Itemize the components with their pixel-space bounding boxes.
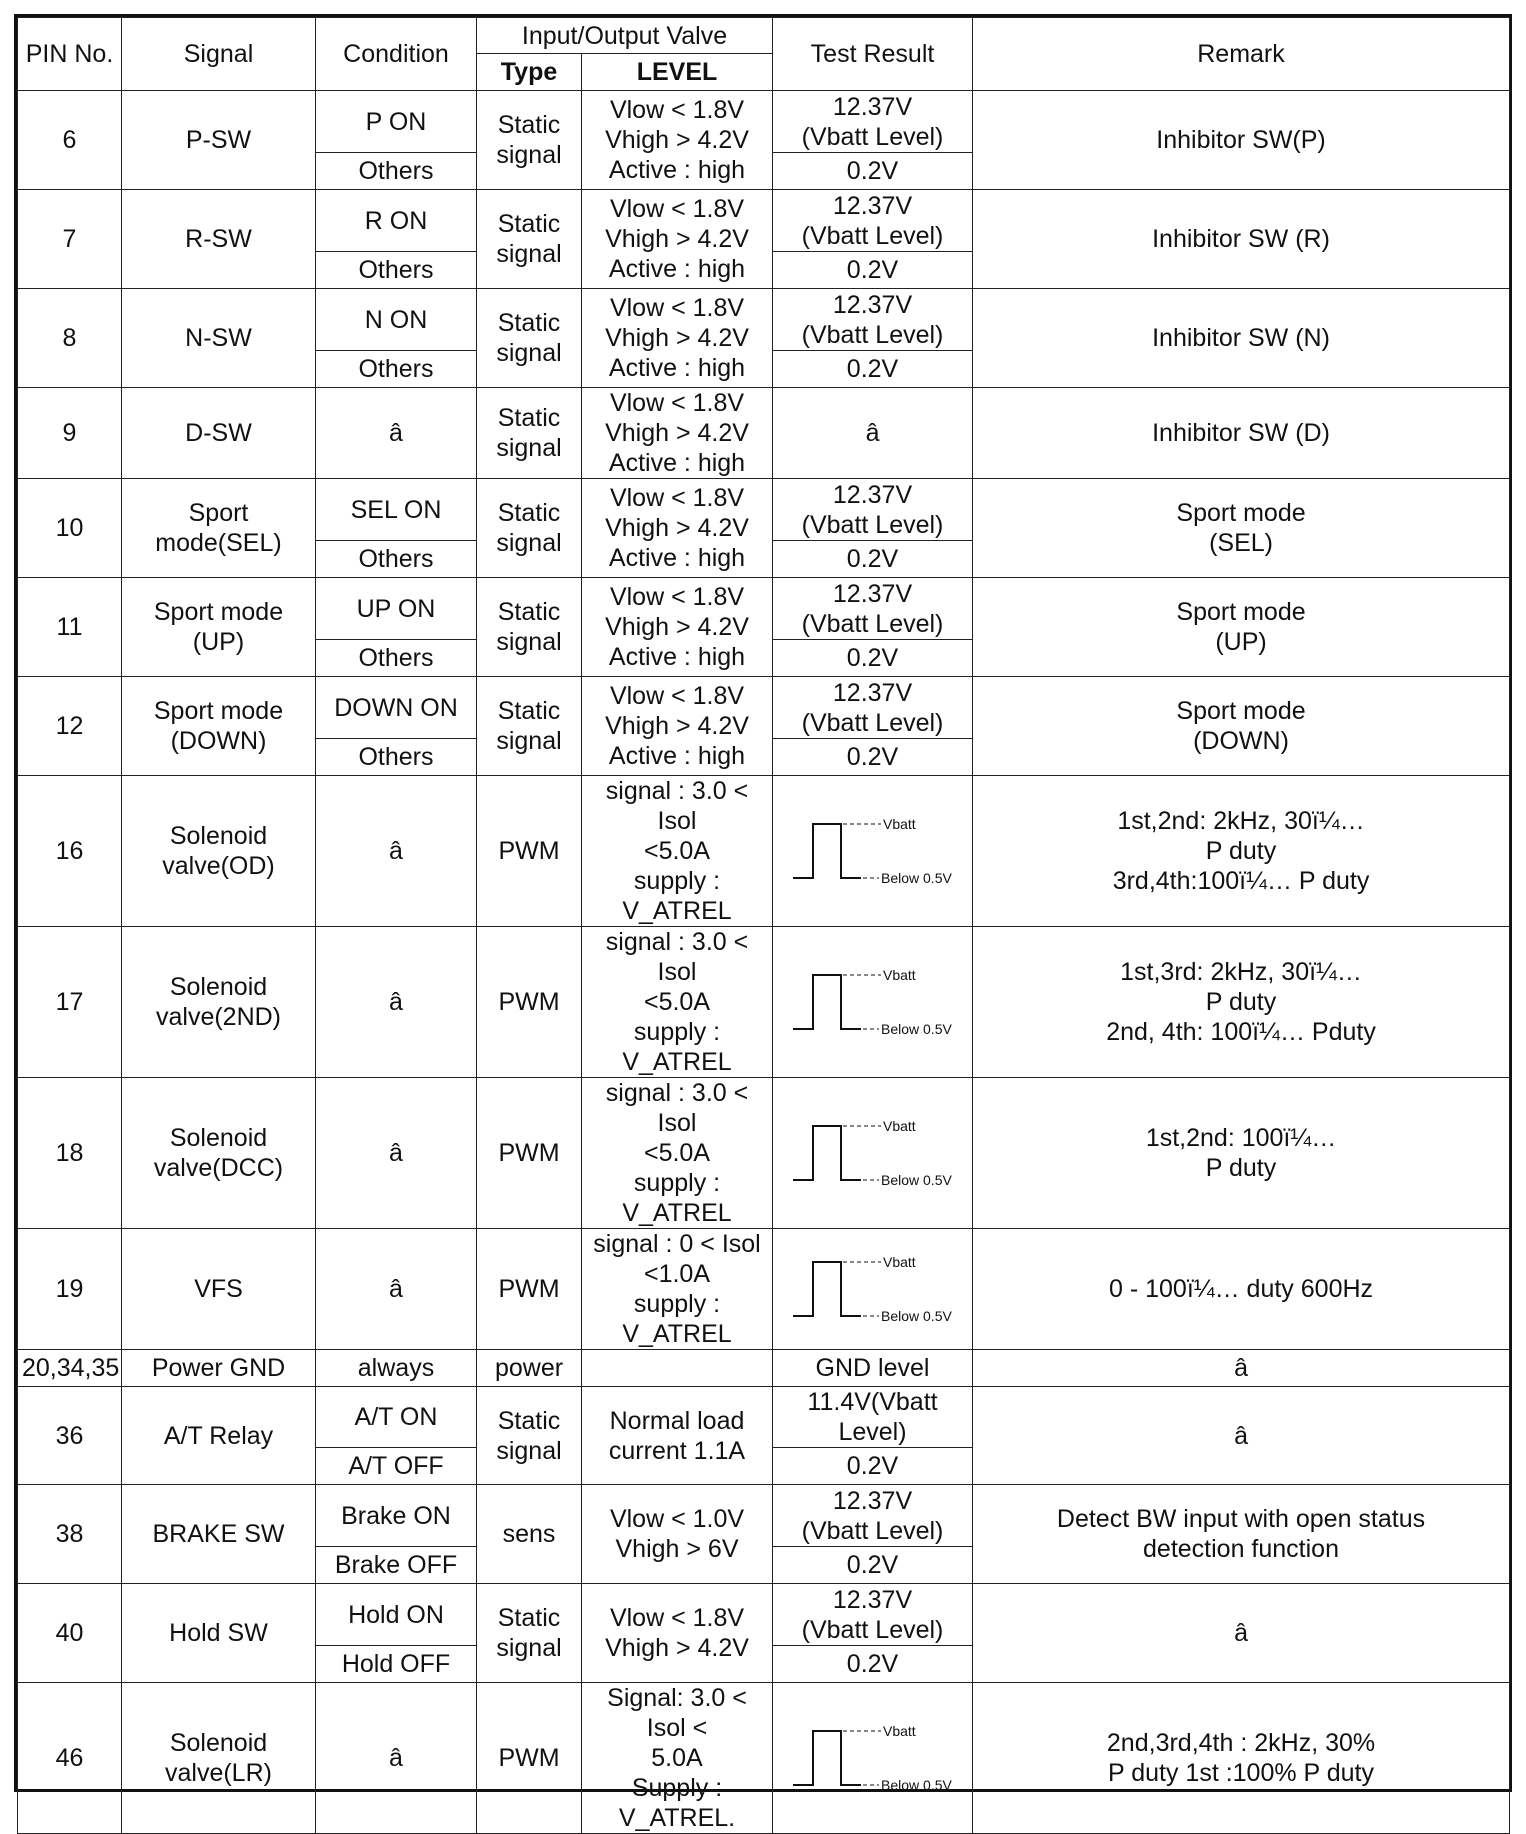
type-cell: Static signal	[477, 578, 582, 677]
signal-cell: A/T Relay	[122, 1387, 316, 1485]
test-result-cell: 0.2V	[773, 1547, 973, 1584]
table-row	[18, 1350, 1510, 1387]
pin-cell: 18	[18, 1078, 122, 1229]
condition-cell: Others	[316, 351, 477, 388]
level-cell: Vlow < 1.8V Vhigh > 4.2V Active : high	[582, 289, 773, 388]
pwm-waveform-icon	[783, 967, 963, 1037]
condition-cell: Others	[316, 153, 477, 190]
waveform-high-label: Vbatt	[882, 967, 916, 983]
condition-cell: UP ON	[316, 578, 477, 640]
pulse-line	[793, 975, 861, 1029]
type-cell: Static signal	[477, 388, 582, 479]
test-result-cell: 12.37V (Vbatt Level)	[773, 479, 973, 541]
pwm-waveform-icon	[783, 816, 963, 886]
remark-cell: Sport mode (UP)	[973, 578, 1510, 677]
condition-cell: Others	[316, 640, 477, 677]
signal-cell: P-SW	[122, 91, 316, 190]
test-result-cell: 0.2V	[773, 640, 973, 677]
waveform-high-label: Vbatt	[882, 1254, 916, 1270]
signal-cell: Sport mode (DOWN)	[122, 677, 316, 776]
level-cell: Signal: 3.0 < Isol < 5.0A Supply : V_ATREL.	[582, 1683, 773, 1834]
condition-cell: â	[316, 776, 477, 927]
type-cell: Static signal	[477, 289, 582, 388]
pin-cell: 20,34,35	[18, 1350, 122, 1387]
header-level: LEVEL	[582, 54, 773, 91]
remark-cell: 2nd,3rd,4th : 2kHz, 30% P duty 1st :100% P duty	[973, 1683, 1510, 1834]
table-row	[18, 1683, 1510, 1834]
remark-cell: 1st,3rd: 2kHz, 30ï¼… P duty 2nd, 4th: 100ï¼… Pduty	[973, 927, 1510, 1078]
signal-cell: N-SW	[122, 289, 316, 388]
pin-cell: 17	[18, 927, 122, 1078]
signal-cell: Solenoid valve(2ND)	[122, 927, 316, 1078]
signal-cell: D-SW	[122, 388, 316, 479]
condition-cell: â	[316, 388, 477, 479]
level-cell: Vlow < 1.8V Vhigh > 4.2V Active : high	[582, 91, 773, 190]
condition-cell: DOWN ON	[316, 677, 477, 739]
pwm-waveform-cell	[773, 1229, 973, 1350]
table-row	[18, 776, 1510, 927]
condition-cell: â	[316, 1078, 477, 1229]
table-row	[18, 1387, 1510, 1448]
pin-cell: 40	[18, 1584, 122, 1683]
pwm-waveform-cell	[773, 927, 973, 1078]
waveform-low-label: Below 0.5V	[880, 1172, 952, 1188]
pwm-waveform-icon	[783, 1723, 963, 1793]
header-signal: Signal	[122, 18, 316, 91]
waveform-low-label: Below 0.5V	[880, 870, 952, 886]
condition-cell: N ON	[316, 289, 477, 351]
level-cell: signal : 3.0 < Isol <5.0A supply : V_ATREL	[582, 776, 773, 927]
condition-cell: always	[316, 1350, 477, 1387]
test-result-cell: GND level	[773, 1350, 973, 1387]
test-result-cell: 0.2V	[773, 351, 973, 388]
remark-cell: Inhibitor SW (D)	[973, 388, 1510, 479]
type-cell: Static signal	[477, 677, 582, 776]
signal-cell: Power GND	[122, 1350, 316, 1387]
table-row	[18, 388, 1510, 479]
test-result-cell: 0.2V	[773, 1448, 973, 1485]
test-result-cell: 12.37V (Vbatt Level)	[773, 1485, 973, 1547]
header-condition: Condition	[316, 18, 477, 91]
table-row	[18, 1485, 1510, 1547]
signal-cell: Sport mode(SEL)	[122, 479, 316, 578]
table-row	[18, 1229, 1510, 1350]
test-result-cell: 12.37V (Vbatt Level)	[773, 578, 973, 640]
test-result-cell: â	[773, 388, 973, 479]
level-cell: Vlow < 1.0V Vhigh > 6V	[582, 1485, 773, 1584]
test-result-cell: 12.37V (Vbatt Level)	[773, 289, 973, 351]
level-cell: Vlow < 1.8V Vhigh > 4.2V Active : high	[582, 677, 773, 776]
test-result-cell: 12.37V (Vbatt Level)	[773, 91, 973, 153]
condition-cell: â	[316, 927, 477, 1078]
pin-cell: 36	[18, 1387, 122, 1485]
remark-cell: â	[973, 1350, 1510, 1387]
condition-cell: â	[316, 1229, 477, 1350]
remark-cell: Sport mode (SEL)	[973, 479, 1510, 578]
condition-cell: A/T OFF	[316, 1448, 477, 1485]
pulse-line	[793, 1262, 861, 1316]
signal-cell: Solenoid valve(OD)	[122, 776, 316, 927]
type-cell: Static signal	[477, 1584, 582, 1683]
type-cell: PWM	[477, 1078, 582, 1229]
type-cell: PWM	[477, 1683, 582, 1834]
condition-cell: Hold OFF	[316, 1646, 477, 1683]
waveform-high-label: Vbatt	[882, 816, 916, 832]
pin-cell: 9	[18, 388, 122, 479]
pin-spec-table	[17, 17, 1510, 1834]
remark-cell: Sport mode (DOWN)	[973, 677, 1510, 776]
remark-cell: â	[973, 1387, 1510, 1485]
level-cell: Vlow < 1.8V Vhigh > 4.2V Active : high	[582, 190, 773, 289]
test-result-cell: 12.37V (Vbatt Level)	[773, 1584, 973, 1646]
condition-cell: Others	[316, 739, 477, 776]
waveform-low-label: Below 0.5V	[880, 1777, 952, 1793]
remark-cell: Inhibitor SW(P)	[973, 91, 1510, 190]
header-remark: Remark	[973, 18, 1510, 91]
type-cell: power	[477, 1350, 582, 1387]
condition-cell: Brake ON	[316, 1485, 477, 1547]
test-result-cell: 0.2V	[773, 1646, 973, 1683]
table-row	[18, 927, 1510, 1078]
table-row	[18, 677, 1510, 739]
condition-cell: â	[316, 1683, 477, 1834]
type-cell: PWM	[477, 927, 582, 1078]
remark-cell: Detect BW input with open status detection function	[973, 1485, 1510, 1584]
type-cell: Static signal	[477, 1387, 582, 1485]
pin-cell: 38	[18, 1485, 122, 1584]
pin-cell: 46	[18, 1683, 122, 1834]
pwm-waveform-cell	[773, 776, 973, 927]
remark-cell: 0 - 100ï¼… duty 600Hz	[973, 1229, 1510, 1350]
pin-cell: 6	[18, 91, 122, 190]
pin-cell: 16	[18, 776, 122, 927]
waveform-low-label: Below 0.5V	[880, 1021, 952, 1037]
test-result-cell: 0.2V	[773, 739, 973, 776]
signal-cell: Solenoid valve(DCC)	[122, 1078, 316, 1229]
condition-cell: Others	[316, 541, 477, 578]
waveform-high-label: Vbatt	[882, 1723, 916, 1739]
header-row	[18, 18, 1510, 54]
table-row	[18, 1078, 1510, 1229]
pin-spec-table-frame	[14, 14, 1512, 1832]
level-cell: Vlow < 1.8V Vhigh > 4.2V	[582, 1584, 773, 1683]
condition-cell: P ON	[316, 91, 477, 153]
table-row	[18, 479, 1510, 541]
pin-cell: 12	[18, 677, 122, 776]
remark-cell: Inhibitor SW (N)	[973, 289, 1510, 388]
remark-cell: 1st,2nd: 100ï¼… P duty	[973, 1078, 1510, 1229]
pwm-waveform-icon	[783, 1254, 963, 1324]
pin-cell: 19	[18, 1229, 122, 1350]
condition-cell: R ON	[316, 190, 477, 252]
condition-cell: Others	[316, 252, 477, 289]
remark-cell: Inhibitor SW (R)	[973, 190, 1510, 289]
pulse-line	[793, 1126, 861, 1180]
pin-cell: 7	[18, 190, 122, 289]
signal-cell: Sport mode (UP)	[122, 578, 316, 677]
pwm-waveform-cell	[773, 1078, 973, 1229]
level-cell: Vlow < 1.8V Vhigh > 4.2V Active : high	[582, 388, 773, 479]
level-cell: signal : 3.0 < Isol <5.0A supply : V_ATREL	[582, 927, 773, 1078]
waveform-low-label: Below 0.5V	[880, 1308, 952, 1324]
pin-cell: 11	[18, 578, 122, 677]
header-test-result: Test Result	[773, 18, 973, 91]
pwm-waveform-cell	[773, 1683, 973, 1834]
pulse-line	[793, 824, 861, 878]
signal-cell: Solenoid valve(LR)	[122, 1683, 316, 1834]
pwm-waveform-icon	[783, 1118, 963, 1188]
header-pin: PIN No.	[18, 18, 122, 91]
pin-cell: 10	[18, 479, 122, 578]
type-cell: Static signal	[477, 479, 582, 578]
type-cell: Static signal	[477, 190, 582, 289]
signal-cell: R-SW	[122, 190, 316, 289]
table-row	[18, 578, 1510, 640]
level-cell: Normal load current 1.1A	[582, 1387, 773, 1485]
type-cell: PWM	[477, 776, 582, 927]
condition-cell: A/T ON	[316, 1387, 477, 1448]
level-cell: Vlow < 1.8V Vhigh > 4.2V Active : high	[582, 578, 773, 677]
condition-cell: Hold ON	[316, 1584, 477, 1646]
test-result-cell: 0.2V	[773, 252, 973, 289]
table-row	[18, 190, 1510, 252]
header-io-valve: Input/Output Valve	[477, 18, 773, 54]
level-cell: Vlow < 1.8V Vhigh > 4.2V Active : high	[582, 479, 773, 578]
type-cell: PWM	[477, 1229, 582, 1350]
remark-cell: 1st,2nd: 2kHz, 30ï¼… P duty 3rd,4th:100ï¼… P duty	[973, 776, 1510, 927]
level-cell: signal : 0 < Isol <1.0A supply : V_ATREL	[582, 1229, 773, 1350]
type-cell: Static signal	[477, 91, 582, 190]
remark-cell: â	[973, 1584, 1510, 1683]
level-cell	[582, 1350, 773, 1387]
test-result-cell: 0.2V	[773, 541, 973, 578]
test-result-cell: 12.37V (Vbatt Level)	[773, 190, 973, 252]
table-row	[18, 1584, 1510, 1646]
table-row	[18, 289, 1510, 351]
type-cell: sens	[477, 1485, 582, 1584]
test-result-cell: 12.37V (Vbatt Level)	[773, 677, 973, 739]
pin-cell: 8	[18, 289, 122, 388]
waveform-high-label: Vbatt	[882, 1118, 916, 1134]
signal-cell: Hold SW	[122, 1584, 316, 1683]
signal-cell: BRAKE SW	[122, 1485, 316, 1584]
test-result-cell: 0.2V	[773, 153, 973, 190]
condition-cell: Brake OFF	[316, 1547, 477, 1584]
level-cell: signal : 3.0 < Isol <5.0A supply : V_ATREL	[582, 1078, 773, 1229]
condition-cell: SEL ON	[316, 479, 477, 541]
pulse-line	[793, 1731, 861, 1785]
signal-cell: VFS	[122, 1229, 316, 1350]
header-type: Type	[477, 54, 582, 91]
table-row	[18, 91, 1510, 153]
test-result-cell: 11.4V(Vbatt Level)	[773, 1387, 973, 1448]
